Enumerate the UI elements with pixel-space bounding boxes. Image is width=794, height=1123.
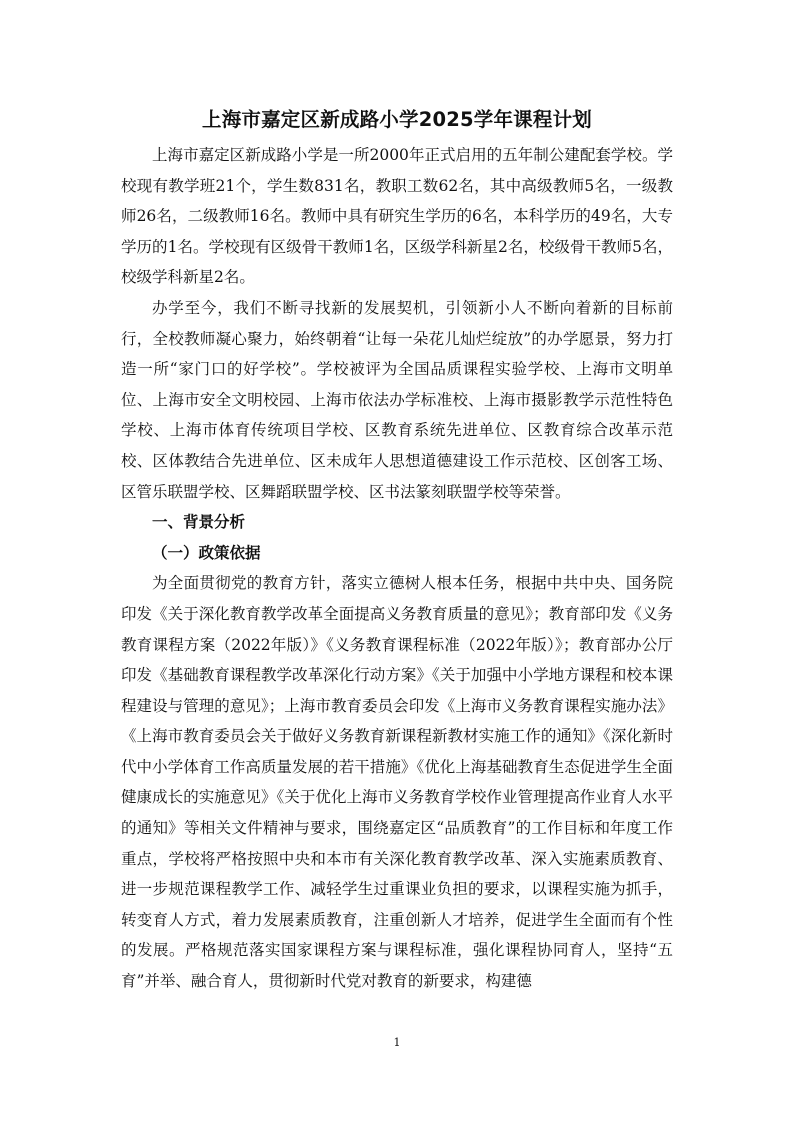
intro-paragraph-2: 办学至今，我们不断寻找新的发展契机，引领新小人不断向着新的目标前行，全校教师凝心聚力，始终朝着“让每一朵花儿灿烂绽放”的办学愿景，努力打造一所“家门口的好学校”。学校被评为全国品质课程实验学校、上海市文明单位、上海市安全文明校园、上海市依法办学标准校、上海市摄影教学示范性特色学校、上海市体育传统项目学校、区教育系统先进单位、区教育综合改革示范校、区体教结合先进单位、区未成年人思想道德建设工作示范校、区创客工场、区管乐联盟学校、区舞蹈联盟学校、区书法篆刻联盟学校等荣誉。 xyxy=(121,298,673,501)
section-heading-background-analysis: 一、背景分析 xyxy=(152,513,246,532)
policy-basis-paragraph: 为全面贯彻党的教育方针，落实立德树人根本任务，根据中共中央、国务院印发《关于深化教育教学改革全面提高义务教育质量的意见》；教育部印发《义务教育课程方案（2022年版）》《义务教育课程标准（2022年版）》；教育部办公厅印发《基础教育课程教学改革深化行动方案》《关于加强中小学地方课程和校本课程建设与管理的意见》；上海市教育委员会印发《上海市义务教育课程实施办法》《上海市教育委员会关于做好义务教育新课程新教材实施工作的通知》《深化新时代中小学体育工作高质量发展的若干措施》《优化上海基础教育生态促进学生全面健康成长的实施意见》《关于优化上海市义务教育学校作业管理提高作业育人水平的通知》等相关文件精神与要求，围绕嘉定区“品质教育”的工作目标和年度工作重点，学校将严格按照中央和本市有关深化教育教学改革、深入实施素质教育、进一步规范课程教学工作、减轻学生过重课业负担的要求，以课程实施为抓手，转变育人方式，着力发展素质教育，注重创新人才培养，促进学生全面而有个性的发展。严格规范落实国家课程方案与课程标准，强化课程协同育人，坚持“五育”并举、融合育人，贯彻新时代党对教育的新要求，构建德 xyxy=(121,574,673,991)
page-number: 1 xyxy=(393,1036,401,1049)
subsection-heading-policy-basis: （一）政策依据 xyxy=(152,543,261,562)
document-body xyxy=(121,140,673,997)
document-title: 上海市嘉定区新成路小学2025学年课程计划 xyxy=(202,108,592,131)
intro-paragraph-1: 上海市嘉定区新成路小学是一所2000年正式启用的五年制公建配套学校。学校现有教学班21个，学生数831名，教职工数62名，其中高级教师5名，一级教师26名，二级教师16名。教师中具有研究生学历的6名，本科学历的49名，大专学历的1名。学校现有区级骨干教师1名，区级学科新星2名，校级骨干教师5名，校级学科新星2名。 xyxy=(121,146,673,287)
